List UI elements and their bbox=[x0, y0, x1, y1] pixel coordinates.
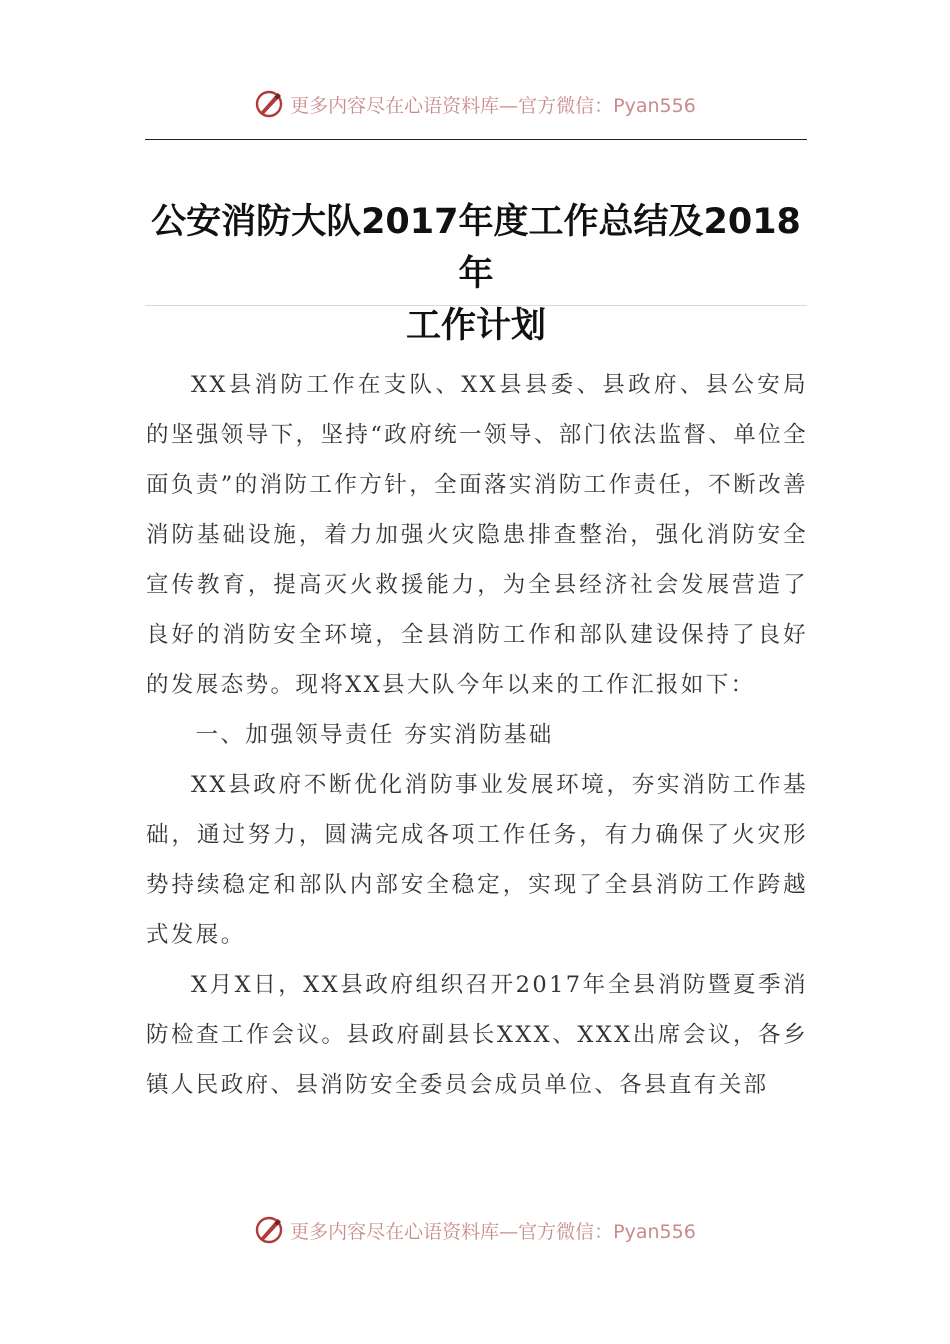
document-title bbox=[140, 196, 812, 352]
banner-text bbox=[290, 1217, 696, 1244]
wechat-id: Pyan556 bbox=[613, 94, 696, 117]
pen-logo-icon bbox=[254, 1215, 284, 1245]
wechat-id: Pyan556 bbox=[613, 1220, 696, 1243]
title-line-1: 公安消防大队2017年度工作总结及2018年 bbox=[151, 202, 801, 294]
title-line-2: 工作计划 bbox=[405, 306, 546, 346]
paragraph-intro: XX县消防工作在支队、XX县县委、县政府、县公安局的坚强领导下，坚持“政府统一领导、部门依法监督、单位全面负责”的消防工作方针，全面落实消防工作责任，不断改善消防基础设施，着力加强火灾隐患排查整治，强化消防安全宣传教育，提高灭火救援能力，为全县经济社会发展营造了良好的消防安全环境，全县消防工作和部队建设保持了良好的发展态势。现将XX县大队今年以来的工作汇报如下： bbox=[146, 372, 808, 698]
header-banner bbox=[0, 84, 950, 124]
document-body bbox=[146, 360, 808, 1110]
header-divider bbox=[145, 139, 807, 140]
banner-slogan: 更多内容尽在心语资料库—官方微信： bbox=[290, 1220, 614, 1243]
title-divider bbox=[145, 305, 807, 306]
section-heading-1: 一、加强领导责任 夯实消防基础 bbox=[195, 722, 554, 748]
paragraph-section-1: XX县政府不断优化消防事业发展环境，夯实消防工作基础，通过努力，圆满完成各项工作任务，有力确保了火灾形势持续稳定和部队内部安全稳定，实现了全县消防工作跨越式发展。 bbox=[146, 772, 808, 948]
banner-text bbox=[290, 91, 696, 118]
paragraph-meeting: X月X日，XX县政府组织召开2017年全县消防暨夏季消防检查工作会议。县政府副县长XXX、XXX出席会议，各乡镇人民政府、县消防安全委员会成员单位、各县直有关部 bbox=[146, 972, 808, 1098]
banner-slogan: 更多内容尽在心语资料库—官方微信： bbox=[290, 94, 614, 117]
footer-banner bbox=[0, 1210, 950, 1250]
pen-logo-icon bbox=[254, 89, 284, 119]
